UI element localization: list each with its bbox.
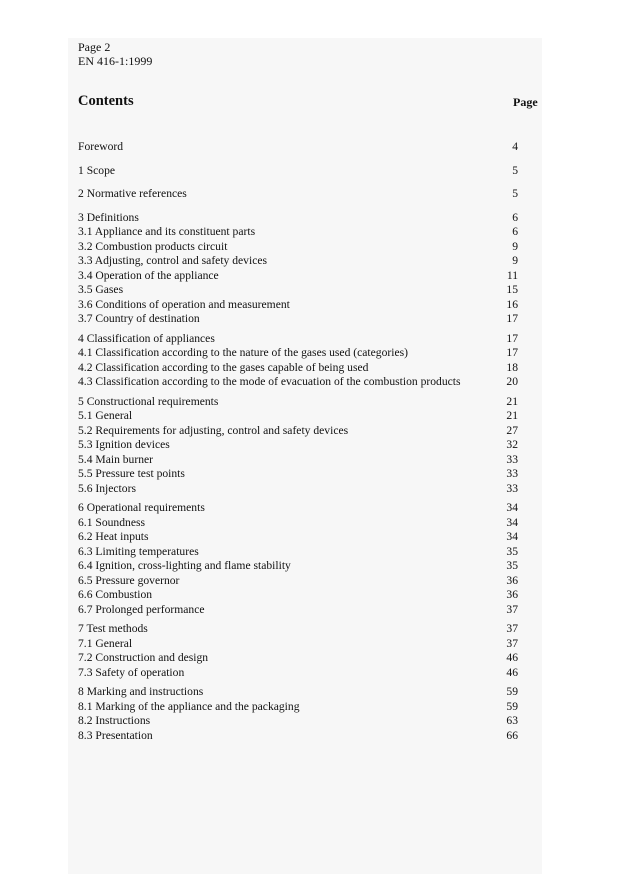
toc-entry[interactable]: [78, 424, 518, 439]
toc-entry[interactable]: [78, 588, 518, 603]
toc-entry-page: 35: [506, 544, 518, 558]
toc-entry-title: 2 Normative references: [78, 187, 187, 200]
toc-entry-title: 5.2 Requirements for adjusting, control and safety devices: [78, 423, 349, 437]
toc-entry-title: 8 Marking and instructions: [78, 685, 204, 698]
toc-entry[interactable]: [78, 240, 518, 255]
toc-entry-page: 59: [506, 685, 518, 698]
toc-entry-title: 8.3 Presentation: [78, 728, 153, 742]
toc-entry-page: 6: [512, 225, 518, 238]
toc-entry-title: 7 Test methods: [78, 622, 148, 635]
toc-entry[interactable]: [78, 298, 518, 313]
toc-entry-title: Foreword: [78, 140, 124, 153]
toc-entry-title: 4.3 Classification according to the mode of evacuation of the combustion products: [78, 375, 461, 388]
toc-entry[interactable]: [78, 269, 518, 284]
toc-entry-page: 34: [506, 515, 518, 529]
toc-entry-page: 37: [506, 622, 518, 635]
toc-entry-title: 6.5 Pressure governor: [78, 573, 180, 587]
page-label: Page 2: [78, 40, 111, 54]
toc-entry[interactable]: [78, 211, 518, 226]
toc-entry[interactable]: [78, 530, 518, 545]
toc-foreword: [78, 140, 518, 155]
toc-entry-title: 3.1 Appliance and its constituent parts: [78, 225, 256, 238]
toc-entry-title: 4 Classification of appliances: [78, 331, 215, 345]
toc-entry[interactable]: [78, 700, 518, 715]
toc-entry[interactable]: [78, 140, 518, 155]
toc-entry-title: 5 Constructional requirements: [78, 394, 219, 408]
toc-entry-page: 5: [512, 187, 518, 200]
page-column-heading: Page: [513, 95, 538, 109]
toc-entry-page: 34: [506, 501, 518, 514]
toc-entry-page: 32: [506, 438, 518, 451]
toc-entry[interactable]: [78, 361, 518, 376]
toc-entry-page: 63: [506, 714, 518, 727]
toc-entry[interactable]: [78, 685, 518, 700]
toc-entry-title: 3.6 Conditions of operation and measurement: [78, 297, 290, 311]
toc-entry-title: 3.5 Gases: [78, 283, 124, 296]
page-header: [78, 40, 152, 68]
toc-entry-page: 17: [506, 346, 518, 359]
toc-entry-page: 36: [506, 588, 518, 601]
toc-entry-page: 33: [506, 481, 518, 495]
toc-entry-title: 6.6 Combustion: [78, 588, 153, 601]
toc-entry[interactable]: [78, 666, 518, 681]
toc-entry-page: 20: [506, 375, 518, 388]
toc-entry-page: 37: [506, 636, 518, 650]
toc-entry[interactable]: [78, 559, 518, 574]
toc-entry[interactable]: [78, 714, 518, 729]
toc-entry-title: 3.7 Country of destination: [78, 312, 200, 325]
toc-entry[interactable]: [78, 254, 518, 269]
toc-entry-title: 5.4 Main burner: [78, 452, 154, 466]
toc-entry[interactable]: [78, 225, 518, 240]
toc-entry[interactable]: [78, 332, 518, 347]
toc-entry-page: 21: [506, 394, 518, 408]
toc-entry-page: 6: [512, 210, 518, 224]
toc-entry-title: 3.4 Operation of the appliance: [78, 268, 219, 282]
toc-entry[interactable]: [78, 409, 518, 424]
toc-entry-page: 4: [512, 140, 518, 153]
toc-entry-page: 16: [506, 297, 518, 311]
toc-entry-title: 6.1 Soundness: [78, 515, 145, 529]
toc-entry-page: 34: [506, 530, 518, 543]
table-of-contents: [78, 140, 518, 743]
toc-entry[interactable]: [78, 283, 518, 298]
toc-entry-page: 33: [506, 467, 518, 480]
toc-entry[interactable]: [78, 637, 518, 652]
toc-section-3: [78, 211, 518, 327]
toc-entry[interactable]: [78, 545, 518, 560]
toc-entry[interactable]: [78, 622, 518, 637]
toc-entry-title: 6 Operational requirements: [78, 501, 205, 514]
toc-entry-title: 3.2 Combustion products circuit: [78, 239, 228, 253]
toc-section-1: [78, 164, 518, 179]
toc-entry-page: 21: [506, 409, 518, 422]
toc-entry-title: 3.3 Adjusting, control and safety devices: [78, 254, 268, 267]
toc-entry-title: 4.2 Classification according to the gases capable of being used: [78, 360, 369, 374]
toc-entry-title: 5.6 Injectors: [78, 481, 136, 495]
toc-entry[interactable]: [78, 395, 518, 410]
toc-entry-title: 6.3 Limiting temperatures: [78, 544, 199, 558]
toc-entry-page: 59: [506, 699, 518, 713]
toc-entry[interactable]: [78, 453, 518, 468]
toc-entry-title: 6.4 Ignition, cross-lighting and flame stability: [78, 559, 291, 572]
toc-entry-title: 7.2 Construction and design: [78, 651, 209, 664]
toc-section-6: [78, 501, 518, 617]
toc-entry[interactable]: [78, 574, 518, 589]
toc-entry-page: 66: [506, 728, 518, 742]
toc-entry[interactable]: [78, 187, 518, 202]
toc-entry[interactable]: [78, 516, 518, 531]
toc-entry[interactable]: [78, 438, 518, 453]
toc-entry-title: 5.3 Ignition devices: [78, 438, 170, 451]
toc-entry-page: 9: [512, 254, 518, 267]
toc-entry-title: 6.2 Heat inputs: [78, 530, 149, 543]
toc-entry[interactable]: [78, 312, 518, 327]
toc-section-4: [78, 332, 518, 390]
toc-entry-title: 8.2 Instructions: [78, 714, 151, 727]
toc-entry-page: 17: [506, 331, 518, 345]
toc-entry-page: 27: [506, 423, 518, 437]
contents-heading: Contents: [78, 93, 134, 109]
toc-entry[interactable]: [78, 467, 518, 482]
toc-section-7: [78, 622, 518, 680]
toc-entry[interactable]: [78, 346, 518, 361]
toc-entry-page: 37: [506, 602, 518, 616]
toc-entry-title: 5.5 Pressure test points: [78, 467, 185, 480]
toc-entry[interactable]: [78, 375, 518, 390]
toc-entry-title: 8.1 Marking of the appliance and the packaging: [78, 699, 300, 713]
toc-entry[interactable]: [78, 482, 518, 497]
toc-section-8: [78, 685, 518, 743]
toc-entry-page: 9: [512, 239, 518, 253]
toc-entry-page: 11: [506, 268, 518, 282]
toc-entry[interactable]: [78, 603, 518, 618]
toc-entry-title: 1 Scope: [78, 163, 116, 177]
toc-entry[interactable]: [78, 729, 518, 744]
toc-entry-page: 33: [506, 452, 518, 466]
toc-entry-page: 15: [506, 283, 518, 296]
toc-entry[interactable]: [78, 164, 518, 179]
toc-entry-title: 7.1 General: [78, 636, 133, 650]
toc-entry-page: 18: [506, 360, 518, 374]
toc-entry-page: 5: [512, 163, 518, 177]
toc-entry-title: 7.3 Safety of operation: [78, 665, 185, 679]
toc-entry-title: 5.1 General: [78, 409, 133, 422]
standard-number: EN 416-1:1999: [78, 54, 153, 68]
toc-entry-page: 17: [506, 312, 518, 325]
toc-entry-title: 3 Definitions: [78, 210, 139, 224]
toc-entry-page: 35: [506, 559, 518, 572]
toc-entry[interactable]: [78, 651, 518, 666]
toc-entry-title: 4.1 Classification according to the nature of the gases used (categories): [78, 346, 408, 359]
toc-entry-page: 46: [506, 665, 518, 679]
toc-entry-page: 46: [506, 651, 518, 664]
toc-entry-page: 36: [506, 573, 518, 587]
toc-section-2: [78, 187, 518, 202]
toc-section-5: [78, 395, 518, 497]
toc-entry[interactable]: [78, 501, 518, 516]
toc-entry-title: 6.7 Prolonged performance: [78, 602, 205, 616]
